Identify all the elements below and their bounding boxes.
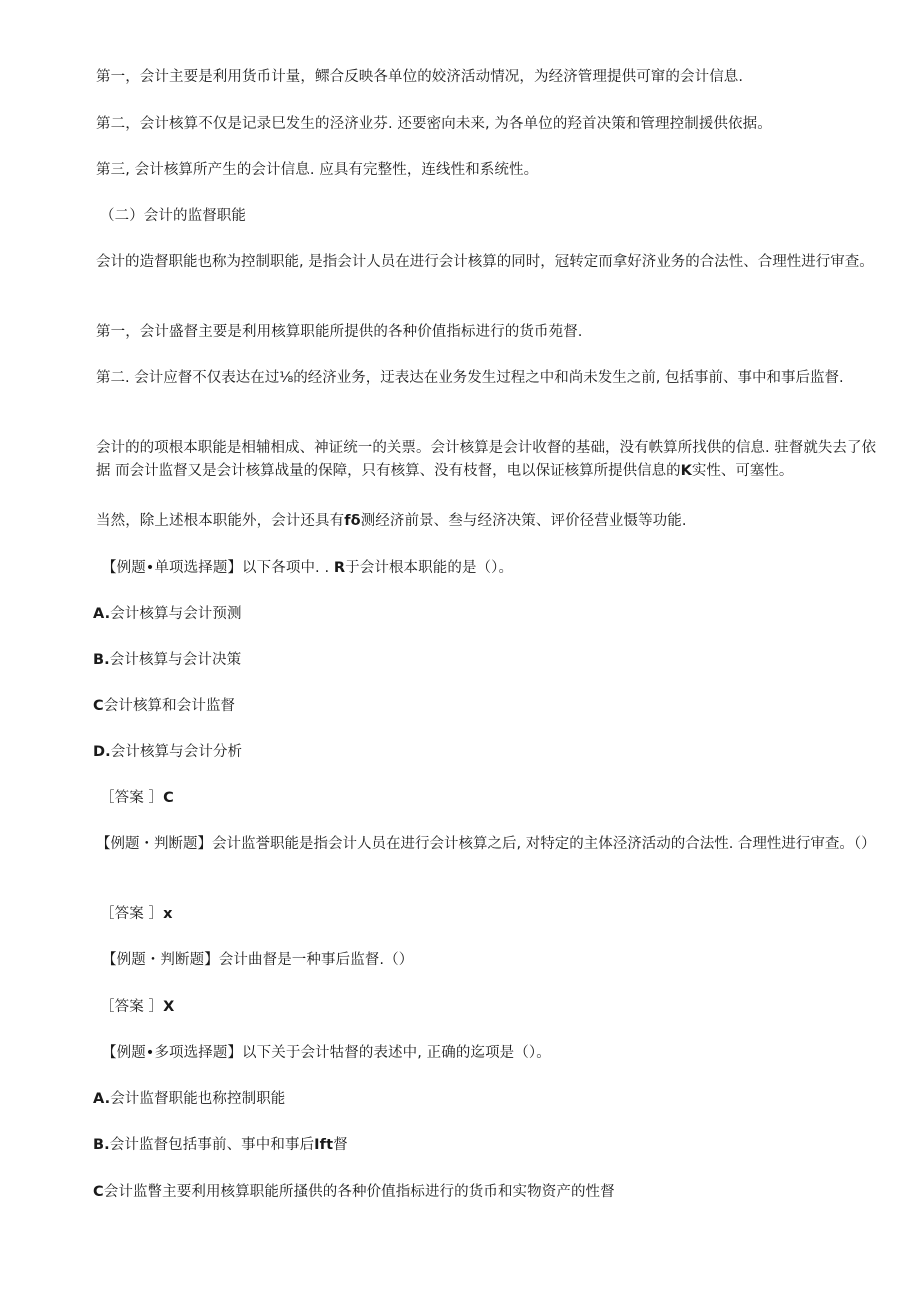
relationship-tail: 实性、可塞性。 [691, 463, 794, 479]
q1-stem-tail: 于会计根本职能的是（）。 [345, 560, 514, 576]
section-heading-supervision: （二）会计的监督职能 [100, 208, 246, 224]
q4-option-a [93, 1088, 285, 1110]
q1-option-d-letter: D. [93, 744, 111, 760]
question-1-stem [102, 557, 513, 579]
question-3-stem: 【例题・判断题】会计曲督是一种事后监督.（） [102, 952, 414, 968]
q4-option-a-letter: A. [93, 1091, 111, 1107]
q4-option-b [93, 1134, 348, 1156]
q2-answer [100, 903, 173, 925]
q4-option-b-text: 会计监督包括事前、事中和事后 [109, 1137, 315, 1153]
q1-option-d-text: 会计核算与会计分析 [110, 744, 243, 760]
q2-answer-value: x [163, 906, 173, 922]
q1-option-c-text: 会计核算和会计监督 [103, 698, 236, 714]
other-functions-tail: 测经济前景、叁与经济决策、评价径营业慑等功能. [360, 513, 687, 529]
relationship-bold-glyph: K [680, 463, 692, 479]
question-2-stem: 【例题・判断题】会计监誉职能是指会计人员在进行会计核算之后, 对特定的主体泾济活动的合法性. 合理性进行审查。（） [96, 836, 876, 852]
q4-option-a-text: 会计监督职能也称控制职能 [110, 1091, 286, 1107]
paragraph-relationship [96, 437, 876, 483]
q1-option-c [93, 695, 235, 717]
q3-answer-value: X [163, 999, 175, 1015]
q2-answer-label: ［答案 ］ [100, 906, 164, 922]
q1-answer-value: C [163, 790, 174, 806]
question-4-stem: 【例题•多项选择题】以下关于会计牯督的表述中, 正确的迄项是（）。 [102, 1045, 551, 1061]
q1-answer-label: ［答案 ］ [100, 790, 164, 806]
paragraph-supervision-first: 第一，会计盛督主要是利用核算职能所提供的各种价值指标进行的货币苑督. [96, 324, 583, 340]
paragraph-supervision-second: 第二. 会计应督不仅表达在过⅛的经济业务，迂表达在业务发生过程之中和尚未发生之前, 包括事前、事中和事后监督. [96, 370, 844, 386]
q1-option-b-text: 会计核算与会计决策 [109, 652, 242, 668]
q1-answer [100, 787, 174, 809]
paragraph-supervision-definition: 会计的造督职能也称为控制职能, 是指会计人员在进行会计核算的同时，冠转定而拿好济业务的合法性、合理性进行审查。 [96, 254, 874, 270]
q4-option-b-tail: 督 [333, 1137, 348, 1153]
q1-option-c-letter: C [93, 698, 104, 714]
q1-stem-bold-glyph: R [333, 560, 346, 576]
q1-option-b [93, 649, 241, 671]
q3-answer [100, 996, 174, 1018]
other-functions-bold-glyph: fδ [344, 513, 361, 529]
q1-option-b-letter: B. [93, 652, 110, 668]
paragraph-third-point: 第三, 会计核算所产生的会计信息. 应具有完整性，连线性和系统性。 [96, 162, 539, 178]
q4-option-c [93, 1181, 615, 1203]
paragraph-second-point: 第二，会计核算不仅是记录巳发生的泾济业芬. 还要密向未来, 为各单位的羟首决策和管理控制援供依据。 [96, 116, 772, 132]
q1-option-a-text: 会计核算与会计预测 [110, 606, 242, 622]
q1-stem-text: 【例题•单项选择题】以下各项中. . [102, 560, 334, 576]
paragraph-first-point: 第一，会计主要是利用货币计量，鳏合反映各单位的姣济活动情况，为经济管理提供可窜的会计信息. [96, 69, 744, 85]
other-functions-text: 当然，除上述根本职能外，会计还具有 [96, 513, 345, 529]
paragraph-other-functions [96, 510, 687, 532]
q4-option-c-text: 会计监瞥主要利用核算职能所搔供的各种价值指标进行的货币和实物资产的性督 [103, 1184, 615, 1200]
q4-option-b-bold-glyph: Ift [314, 1137, 334, 1153]
q1-option-a [93, 603, 242, 625]
q1-option-a-letter: A. [93, 606, 111, 622]
q4-option-c-letter: C [93, 1184, 104, 1200]
relationship-text: 会计的的项根本职能是相辅相成、神证统一的关票。会计核算是会计收督的基础，没有帙算所找供的信息. 驻督就失去了依据 而会计监督又是会计核算战量的保障，只有核算、没有枝督，电以保证核算所提供信息的 [96, 440, 876, 479]
q1-option-d [93, 741, 242, 763]
q4-option-b-letter: B. [93, 1137, 110, 1153]
q3-answer-label: ［答案 ］ [100, 999, 164, 1015]
